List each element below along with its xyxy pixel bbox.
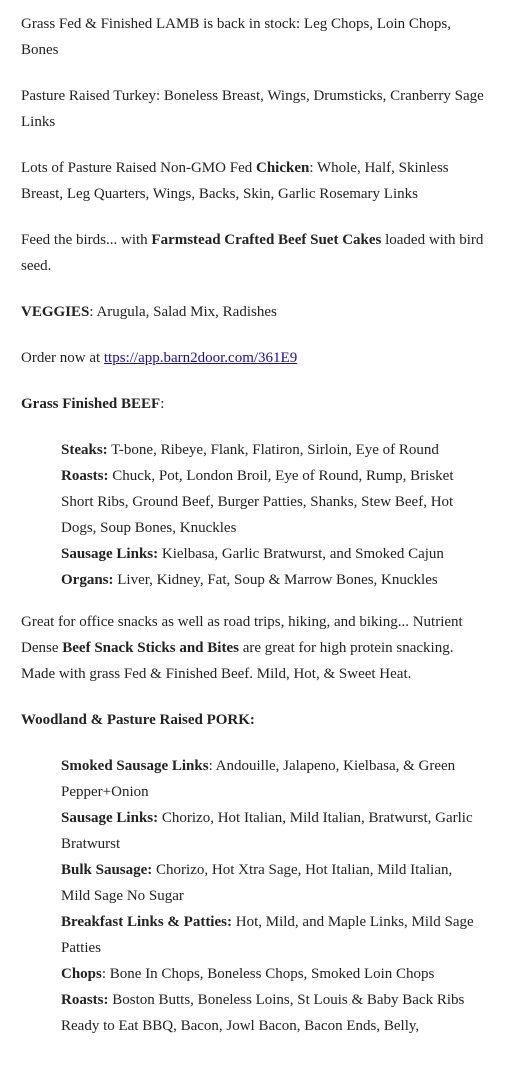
list-item: [61, 805, 485, 857]
snacks-pre: Great for office snacks as well as road trips, hiking, and biking... Nutrient Dense: [21, 614, 463, 656]
list-item-label: Roasts:: [61, 992, 109, 1008]
suet-bold: Farmstead Crafted Beef Suet Cakes: [151, 232, 382, 248]
list-item-text: Chorizo, Hot Xtra Sage, Hot Italian, Mild Italian, Mild Sage No Sugar: [61, 862, 453, 904]
order-paragraph: [21, 345, 485, 371]
veggies-bold: VEGGIES: [21, 304, 90, 320]
list-item-label: Sausage Links:: [61, 810, 159, 826]
list-item-label: Bulk Sausage:: [61, 862, 153, 878]
beef-list: [21, 437, 485, 593]
veggies-paragraph: [21, 299, 485, 325]
turkey-paragraph: [21, 83, 485, 135]
list-item-text: Chuck, Pot, London Broil, Eye of Round, Rump, Brisket: [108, 468, 454, 484]
list-item-text: Chorizo, Hot Italian, Mild Italian, Bratwurst, Garlic Bratwurst: [61, 810, 473, 852]
beef-heading: [21, 391, 485, 417]
list-item-text: Liver, Kidney, Fat, Soup & Marrow Bones, Knuckles: [113, 572, 438, 588]
veggies-post: : Arugula, Salad Mix, Radishes: [89, 304, 277, 320]
newsletter-body: [21, 11, 485, 1055]
list-item-text: Kielbasa, Garlic Bratwurst, and Smoked Cajun: [158, 546, 444, 562]
turkey-text: Pasture Raised Turkey: Boneless Breast, Wings, Drumsticks, Cranberry Sage Links: [21, 88, 484, 130]
list-item: [61, 961, 485, 987]
list-item: [61, 987, 485, 1013]
list-item: [61, 857, 485, 909]
chicken-paragraph: [21, 155, 485, 207]
order-link[interactable]: ttps://app.barn2door.com/361E9: [103, 350, 298, 366]
list-item: [61, 489, 485, 541]
chicken-pre: Lots of Pasture Raised Non-GMO Fed: [21, 160, 256, 176]
list-item-text: : Andouille, Jalapeno, Kielbasa, & Green Pepper+Onion: [61, 758, 456, 800]
snacks-bold: Beef Snack Sticks and Bites: [62, 640, 239, 656]
lamb-text: Grass Fed & Finished LAMB is back in stock: Leg Chops, Loin Chops, Bones: [21, 16, 451, 58]
list-item: [61, 437, 485, 463]
list-item: [61, 909, 485, 961]
chicken-bold: Chicken: [255, 160, 310, 176]
list-item: [61, 541, 485, 567]
list-item-label: Chops: [61, 966, 102, 982]
list-item-text: Hot, Mild, and Maple Links, Mild Sage Patties: [61, 914, 474, 956]
list-item: [61, 463, 485, 489]
list-item-text: T-bone, Ribeye, Flank, Flatiron, Sirloin, Eye of Round: [107, 442, 439, 458]
list-item-text: Ready to Eat BBQ, Bacon, Jowl Bacon, Bacon Ends, Belly,: [61, 1018, 420, 1034]
suet-pre: Feed the birds... with: [21, 232, 152, 248]
list-item: [61, 753, 485, 805]
chicken-post: : Whole, Half, Skinless Breast, Leg Quarters, Wings, Backs, Skin, Garlic Rosemary Links: [21, 160, 449, 202]
suet-paragraph: [21, 227, 485, 279]
order-pre: Order now at: [21, 350, 104, 366]
list-item-label: Steaks:: [61, 442, 108, 458]
beef-heading-text: Grass Finished BEEF: [21, 396, 161, 412]
pork-list: [21, 753, 485, 1039]
list-item-label: Roasts:: [61, 468, 109, 484]
pork-heading-text: Woodland & Pasture Raised PORK:: [21, 712, 255, 728]
snacks-paragraph: [21, 609, 485, 687]
list-item-label: Breakfast Links & Patties:: [61, 914, 232, 930]
list-item-label: Organs:: [61, 572, 114, 588]
list-item: [61, 1013, 485, 1039]
list-item-text: Boston Butts, Boneless Loins, St Louis & Baby Back Ribs: [108, 992, 465, 1008]
list-item-text: : Bone In Chops, Boneless Chops, Smoked Loin Chops: [101, 966, 435, 982]
list-item: [61, 567, 485, 593]
list-item-text: Short Ribs, Ground Beef, Burger Patties, Shanks, Stew Beef, Hot Dogs, Soup Bones, Knuckles: [61, 494, 454, 536]
list-item-label: Sausage Links:: [61, 546, 159, 562]
list-item-label: Smoked Sausage Links: [61, 758, 209, 774]
pork-heading: [21, 707, 485, 733]
suet-post: loaded with bird seed.: [21, 232, 484, 274]
beef-heading-colon: :: [160, 396, 165, 412]
lamb-paragraph: [21, 11, 485, 63]
snacks-post: are great for high protein snacking. Made with grass Fed & Finished Beef. Mild, Hot, & Sweet Heat.: [21, 640, 454, 682]
